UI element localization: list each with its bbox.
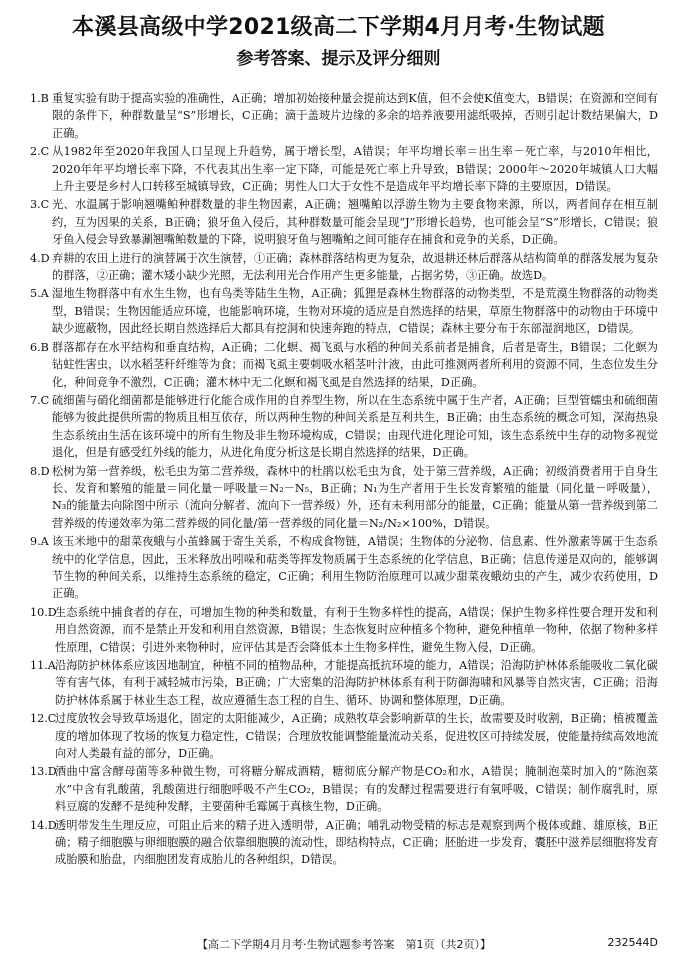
answer-item (30, 710, 658, 762)
answer-item (30, 533, 658, 603)
answer-text: 重复实验有助于提高实验的准确性，A正确；增加初始接种量会提前达到K值，但不会使K值变大，B错误；在资源和空间有限的条件下，种群数量呈“S”形增长，C正确；滴于盖玻片边缘的多余的培养液要用滤纸吸掉，否则引起计数结果偏大，D正确。 (52, 92, 658, 140)
answer-item (30, 143, 658, 195)
answer-number: 6.B (30, 340, 49, 354)
answer-text: 群落都存在水平结构和垂直结构，A正确；二化螟、褐飞虱与水稻的种间关系前者是捕食，后者是寄生，B错误；二化螟为钻蛀性害虫，以水稻茎秆纤维等为食；而褐飞虱主要刺吸水稻茎叶汁液，由此可推测两者所利用的资源不同，生态位发生分化，种间竞争不激烈，C正确；灌木林中无二化螟和褐飞虱是自然选择的结果，D正确。 (52, 340, 658, 389)
answer-item (30, 817, 658, 869)
answer-number: 10.D (30, 605, 57, 619)
answer-item (30, 763, 658, 815)
answer-number: 8.D (30, 464, 50, 478)
answer-number: 1.B (30, 92, 49, 105)
answer-number: 13.D (30, 765, 57, 779)
answer-item (30, 463, 658, 533)
answer-text: 弃耕的农田上进行的演替属于次生演替，①正确；森林群落结构更为复杂，故退耕还林后群落从结构简单的群落发展为复杂的群落，②正确；灌木矮小缺少光照，无法利用光合作用产生更多能量，占据劣势，③正确。故选D。 (52, 251, 658, 283)
answer-text: 透明带发生生理反应，可阻止后来的精子进入透明带，A正确；哺乳动物受精的标志是观察到两个极体或雌、雄原核，B正确；精子细胞膜与卵细胞膜的融合依靠细胞膜的流动性，即结构特点，C正确；胚胎进一步发育，囊胚中滋养层细胞将发育成胎膜和胎盘，内细胞团发育成胎儿的各种组织，D错误。 (55, 818, 658, 867)
answer-item (30, 90, 658, 142)
answer-item (30, 196, 658, 248)
answer-item (30, 604, 658, 656)
answer-text: 过度放牧会导致草场退化，固定的太阳能减少，A正确；成熟牧草会影响新草的生长，故需要及时收割，B正确；植被覆盖度的增加体现了牧场的恢复力稳定性，C错误；合理放牧能调整能量流动关系，促进牧区可持续发展，使能量持续高效地流向对人类最有益的部分，D正确。 (55, 712, 658, 761)
answer-number: 5.A (30, 287, 49, 301)
answer-number: 9.A (30, 535, 49, 549)
answer-number: 4.D (30, 251, 50, 265)
answer-text: 光、水温属于影响翘嘴鲌种群数量的非生物因素，A正确；翘嘴鲌以浮游生物为主要食物来源，所以，两者间存在相互制约，互为因果的关系，B正确；狼牙鱼入侵后，其种群数量可能会呈现“J”形增长趋势，也可能会呈“S”形增长，C错误；狼牙鱼入侵会导致暴涮翘嘴鲌数量的下降，说明狼牙鱼与翘嘴鲌之间可能存在捕食和竞争的关系，D正确。 (52, 198, 658, 247)
answer-text: 生态系统中捕食者的存在，可增加生物的种类和数量，有利于生物多样性的提高，A错误；保护生物多样性要合理开发和利用自然资源，而不是禁止开发和利用自然资源，B错误；生态恢复时应种植多个物种，避免种植单一物种，依据了物种多样性原理，C错误；引进外来物种时，应评估其是否会降低本土生物多样性，避免生物入侵，D正确。 (55, 605, 658, 654)
page-subtitle: 参考答案、提示及评分细则 (236, 49, 441, 69)
answer-number: 12.C (30, 712, 57, 726)
answer-text: 松树为第一营养级，松毛虫为第二营养级，森林中的杜鹃以松毛虫为食，处于第三营养级，A正确；初级消费者用于自身生长、发育和繁殖的能量＝同化量－呼吸量＝N₂－N₅，B正确；N₁为生产者用于生长发育繁殖的能量（同化量－呼吸量），N₃的能量去向除图中所示（流向分解者、流向下一营养级）外，还有未利用部分的能量，C正确；能量从第一营养级到第二营养级的传递效率为第二营养级的同化量/第一营养级的同化量＝N₂/N₂×100%，D错误。 (52, 464, 658, 530)
answer-list (30, 90, 658, 870)
answer-text: 该玉米地中的甜菜夜蛾与小茧蜂属于寄生关系，不构成食物链，A错误；生物体的分泌物、信息素、性外激素等属于生态系统中的化学信息，因此，玉米释放出吲哚和萜类等挥发物质属于生态系统的化学信息，B正确；信息传递是双向的，能够调节生物的种间关系，以维持生态系统的稳定，C正确；利用生物防治原理可以减少甜菜夜蛾幼虫的产生，减少农药使用，D正确。 (52, 535, 658, 601)
answer-item (30, 339, 658, 391)
answer-item (30, 250, 658, 285)
answer-number: 2.C (30, 145, 50, 159)
answer-text: 湿地生物群落中有水生生物，也有鸟类等陆生生物，A正确；狐狸是森林生物群落的动物类型，不是荒漠生物群落的动物类型，B错误；生物因能适应环境，也能影响环境，生物对环境的适应是自然选择的结果，草原生物群落中的动物由于环境中缺少遮蔽物，因此经长期自然选择后大都具有挖洞和快速奔跑的特点，C错误；森林主要分布于东部湿润地区，D错误。 (52, 287, 658, 336)
answer-text: 硫细菌与硝化细菌都是能够进行化能合成作用的自养型生物，所以在生态系统中属于生产者，A正确；巨型管蠕虫和硫细菌能够为彼此提供所需的物质且相互依存，所以两种生物的种间关系是互利共生，B正确；由生态系统的概念可知，深海热泉生态系统由生活在该环境中的所有生物及非生物环境构成，C错误；由现代进化理论可知，该生态系统中生存的动物多视觉退化，但是有感受红外线的能力，从进化角度分析这是长期自然选择的结果，D正确。 (52, 393, 658, 460)
footer-code: 232544D (607, 936, 658, 949)
answer-number: 11.A (30, 659, 56, 672)
answer-text: 酒曲中富含酵母菌等多种微生物，可将糖分解成酒精，糖彻底分解产物是CO₂和水，A错误；腌制泡菜时加入的“陈泡菜水”中含有乳酸菌，乳酸菌进行细胞呼吸不产生CO₂，B错误；有的发酵过程需要进行有氧呼吸，C错误；制作腐乳时，原料豆腐的发酵不是纯种发酵，主要菌种毛霉属于真核生物，D正确。 (55, 765, 658, 814)
answer-number: 3.C (30, 198, 50, 212)
answer-number: 14.D (30, 818, 57, 832)
answer-text: 从1982年至2020年我国人口呈现上升趋势，属于增长型，A错误；年平均增长率＝出生率－死亡率，与2010年相比，2020年年平均增长率下降，不代表其出生率一定下降，可能是死亡率上升导致，B错误；2000年～2020年城镇人口大幅上升主要是乡村人口转移至城镇导致，C正确；男性人口大于女性不是造成年平均增长率下降的主要原因，D错误。 (52, 145, 658, 194)
answer-item (30, 657, 658, 709)
page-title: 本溪县高级中学2021级高二下学期4月月考·生物试题 (72, 15, 605, 40)
answer-text: 沿海防护林体系应该因地制宜，种植不同的植物品种，才能提高抵抗环境的能力，A错误；沿海防护林体系能吸收二氧化碳等有害气体，有利于减轻城市污染，B正确；广大密集的沿海防护林体系有利于防御海啸和风暴等自然灾害，C正确；沿海防护林体系属于林业生态工程，故应遵循生态工程的自生、循环、协调和整体原理，D正确。 (55, 659, 658, 707)
answer-item (30, 285, 658, 337)
answer-item (30, 392, 658, 462)
footer-page-info: 【高二下学期4月月考·生物试题参考答案 第1页（共2页）】 (197, 938, 491, 951)
answer-number: 7.C (30, 393, 50, 407)
